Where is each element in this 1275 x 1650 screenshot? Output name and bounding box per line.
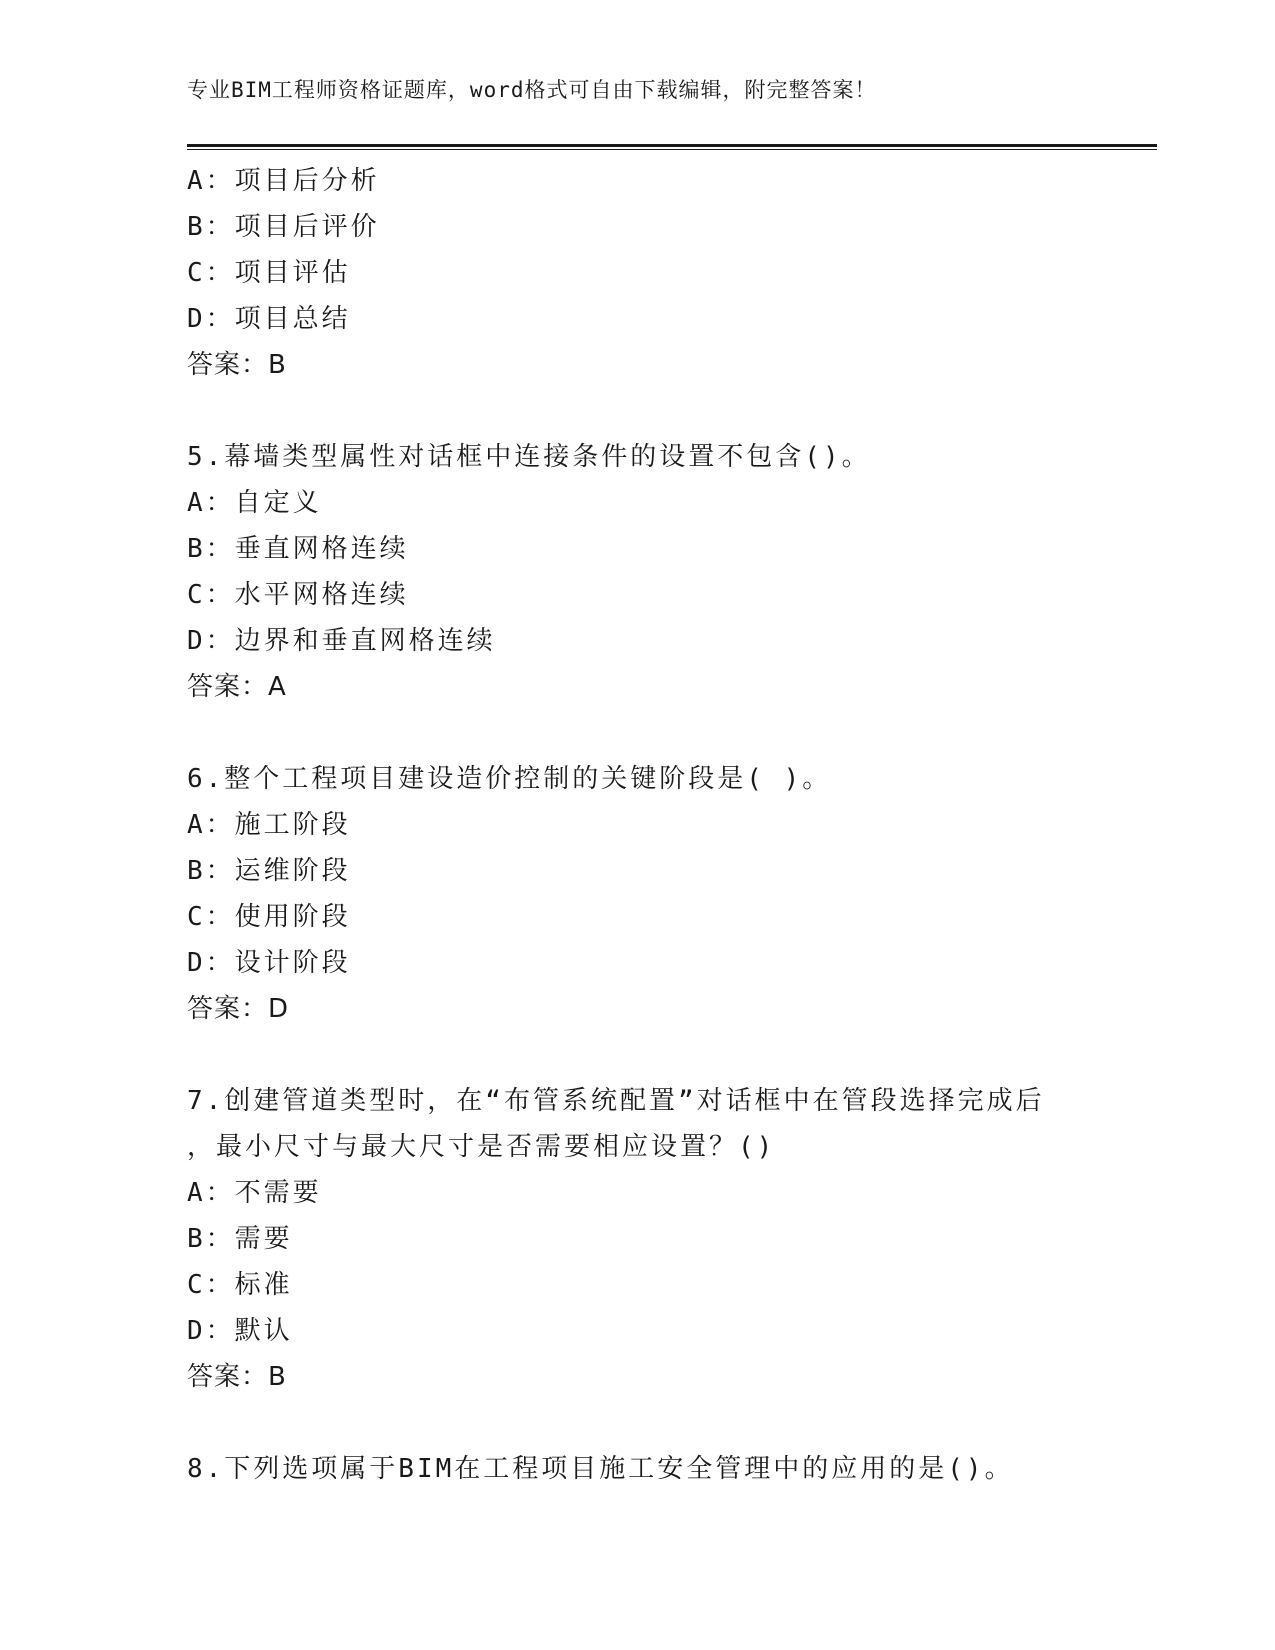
question-8 xyxy=(187,1446,1087,1492)
answer: 答案：D xyxy=(187,994,290,1024)
answer: 答案：B xyxy=(187,350,287,380)
option-c: C：使用阶段 xyxy=(187,902,351,932)
question-list xyxy=(187,158,1087,1492)
option-c: C：水平网格连续 xyxy=(187,580,409,610)
question-stem: 8.下列选项属于BIM在工程项目施工安全管理中的应用的是()。 xyxy=(187,1454,1014,1484)
spacer xyxy=(187,710,1087,756)
question-stem: 6.整个工程项目建设造价控制的关键阶段是( )。 xyxy=(187,764,832,794)
header-divider-thin xyxy=(187,149,1157,150)
question-5 xyxy=(187,434,1087,710)
answer: 答案：A xyxy=(187,672,287,702)
header-divider-thick xyxy=(187,144,1157,147)
option-a: A：项目后分析 xyxy=(187,166,380,196)
question-6 xyxy=(187,756,1087,1032)
question-stem: 5.幕墙类型属性对话框中连接条件的设置不包含()。 xyxy=(187,442,871,472)
question-stem-line-1: 7.创建管道类型时，在“布管系统配置”对话框中在管段选择完成后 xyxy=(187,1086,1045,1116)
spacer xyxy=(187,1400,1087,1446)
option-b: B：垂直网格连续 xyxy=(187,534,409,564)
option-c: C：标准 xyxy=(187,1270,293,1300)
option-a: A：自定义 xyxy=(187,488,322,518)
option-d: D：设计阶段 xyxy=(187,948,351,978)
option-b: B：项目后评价 xyxy=(187,212,380,242)
spacer xyxy=(187,388,1087,434)
option-a: A：施工阶段 xyxy=(187,810,351,840)
option-d: D：项目总结 xyxy=(187,304,351,334)
spacer xyxy=(187,1032,1087,1078)
answer: 答案：B xyxy=(187,1362,287,1392)
option-b: B：需要 xyxy=(187,1224,293,1254)
option-d: D：边界和垂直网格连续 xyxy=(187,626,496,656)
option-d: D：默认 xyxy=(187,1316,293,1346)
question-7 xyxy=(187,1078,1087,1400)
option-a: A：不需要 xyxy=(187,1178,322,1208)
question-4 xyxy=(187,158,1087,388)
option-c: C：项目评估 xyxy=(187,258,351,288)
page-header: 专业BIM工程师资格证题库，word格式可自由下载编辑，附完整答案！ xyxy=(187,78,877,102)
option-b: B：运维阶段 xyxy=(187,856,351,886)
question-stem-line-2: ，最小尺寸与最大尺寸是否需要相应设置？() xyxy=(187,1132,776,1162)
